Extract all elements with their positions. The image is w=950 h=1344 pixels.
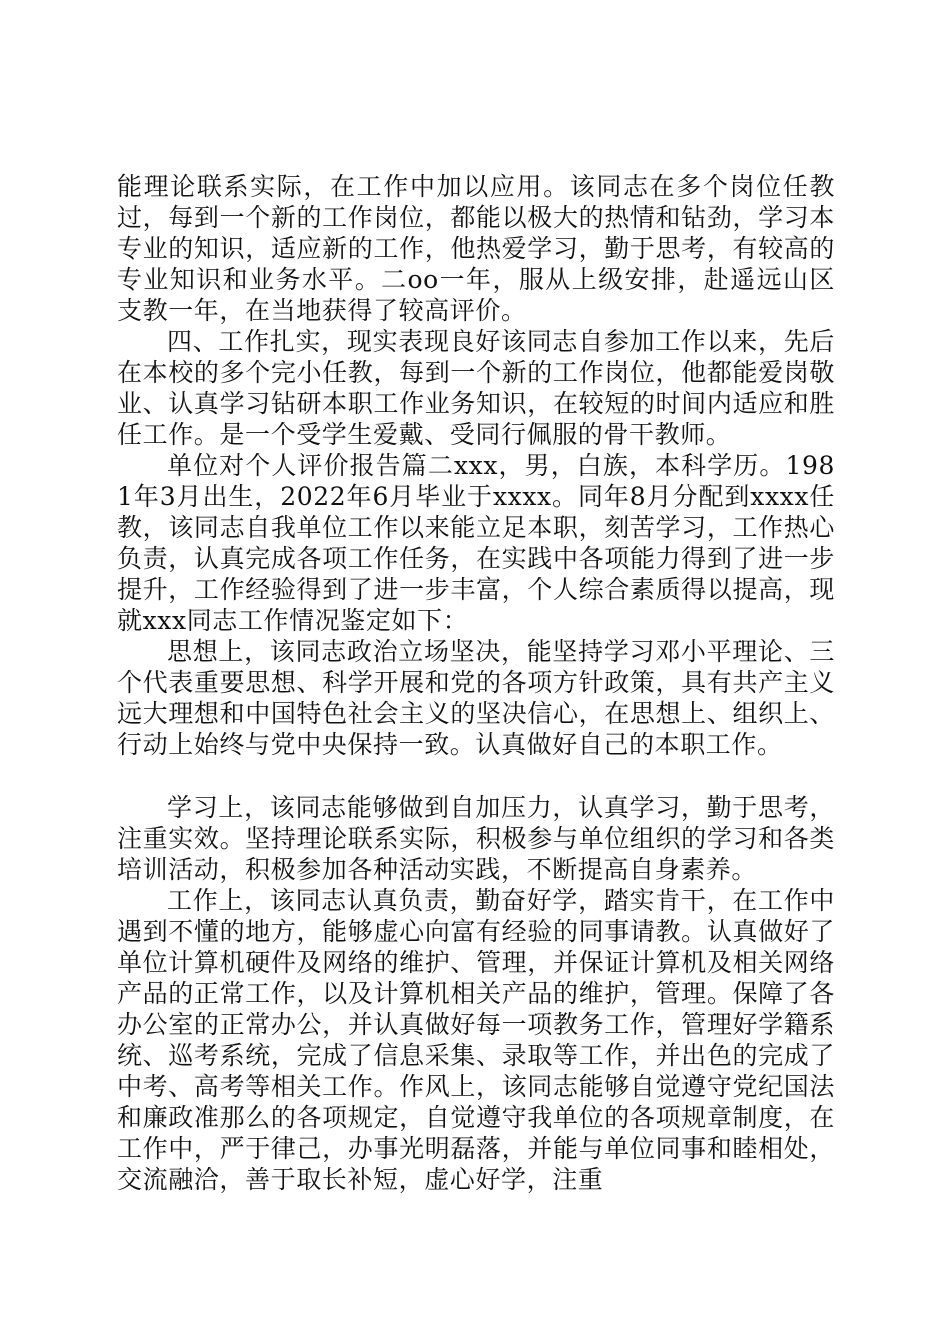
paragraph-6: 工作上，该同志认真负责，勤奋好学，踏实肯干，在工作中遇到不懂的地方，能够虚心向富有经验的同事请教。认真做好了单位计算机硬件及网络的维护、管理，并保证计算机及相关网络产品的正常工作，以及计算机相关产品的维护，管理。保障了各办公室的正常办公，并认真做好每一项教务工作，管理好学籍系统、巡考系统，完成了信息采集、录取等工作，并出色的完成了中考、高考等相关工作。作风上，该同志能够自觉遵守党纪国法和廉政准那么的各项规定，自觉遵守我单位的各项规章制度，在工作中，严于律己，办事光明磊落，并能与单位同事和睦相处，交流融洽，善于取长补短，虚心好学，注重 <box>117 886 835 1194</box>
paragraph-3: 单位对个人评价报告篇二xxx，男，白族，本科学历。1981年3月出生，2022年6月毕业于xxxx。同年8月分配到xxxx任教，该同志自我单位工作以来能立足本职，刻苦学习，工作热心负责，认真完成各项工作任务，在实践中各项能力得到了进一步提升，工作经验得到了进一步丰富，个人综合素质得以提高，现就xxx同志工作情况鉴定如下： <box>117 451 835 635</box>
paragraph-2: 四、工作扎实，现实表现良好该同志自参加工作以来，先后在本校的多个完小任教，每到一个新的工作岗位，他都能爱岗敬业、认真学习钻研本职工作业务知识，在较短的时间内适应和胜任工作。是一个受学生爱戴、受同行佩服的骨干教师。 <box>117 327 835 449</box>
paragraph-1: 能理论联系实际，在工作中加以应用。该同志在多个岗位任教过，每到一个新的工作岗位，都能以极大的热情和钻劲，学习本专业的知识，适应新的工作，他热爱学习，勤于思考，有较高的专业知识和业务水平。二oo一年，服从上级安排，赴遥远山区支教一年，在当地获得了较高评价。 <box>117 172 835 325</box>
paragraph-5: 学习上，该同志能够做到自加压力，认真学习，勤于思考，注重实效。坚持理论联系实际，积极参与单位组织的学习和各类培训活动，积极参加各种活动实践，不断提高自身素养。 <box>117 793 835 884</box>
paragraph-4: 思想上，该同志政治立场坚决，能坚持学习邓小平理论、三个代表重要思想、科学开展和党的各项方针政策，具有共产主义远大理想和中国特色社会主义的坚决信心，在思想上、组织上、行动上始终与党中央保持一致。认真做好自己的本职工作。 <box>117 637 835 759</box>
paragraph-gap <box>117 760 835 792</box>
document-body <box>117 171 835 1195</box>
